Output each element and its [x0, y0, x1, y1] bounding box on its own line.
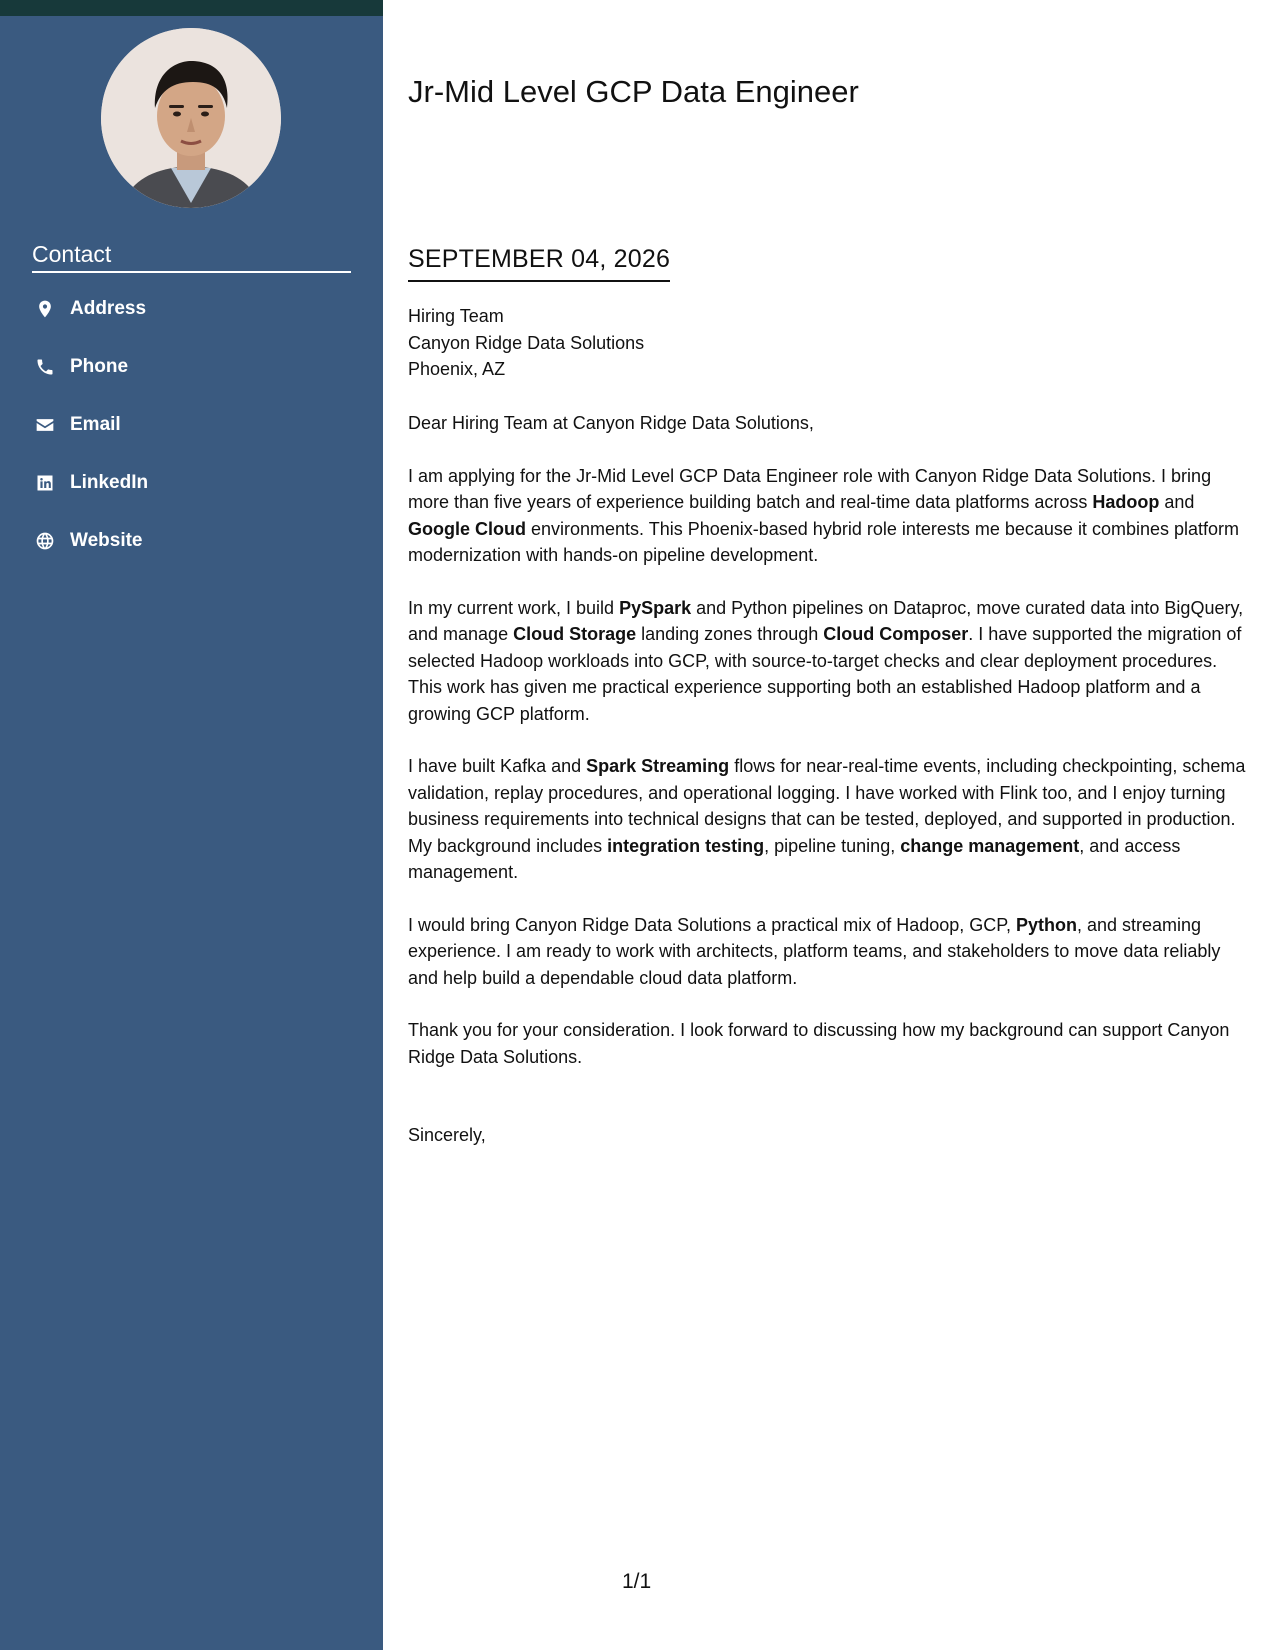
- phone-icon: [32, 354, 58, 380]
- page-number: 1/1: [622, 1570, 652, 1593]
- body-paragraph: [408, 753, 1254, 886]
- text-run: , and streaming experience. I am ready to work with architects, platform teams, and stakeholders to move data reliably and help build a dependable cloud data platform.: [408, 914, 1221, 988]
- emphasis-keyword: integration testing: [607, 835, 765, 856]
- text-run: and Python pipelines on Dataproc, move curated data into BigQuery, and manage: [408, 597, 1244, 644]
- contact-label-address: Address: [70, 298, 147, 319]
- body-paragraph: [408, 595, 1254, 728]
- text-run: flows for near-real-time events, including checkpointing, schema validation, replay procedures, and operational logging. I have worked with Flink too, and I enjoy turning business requirements into technical designs that can be tested, deployed, and supported in production. My background includes: [408, 756, 1246, 856]
- emphasis-keyword: Google Cloud: [408, 518, 526, 539]
- envelope-icon: [32, 412, 58, 438]
- emphasis-keyword: Python: [1016, 914, 1077, 935]
- contact-list: [32, 280, 362, 570]
- contact-item-address[interactable]: [32, 280, 362, 338]
- text-run: Thank you for your consideration. I look forward to discussing how my background can support Canyon Ridge Data Solutions.: [408, 1020, 1230, 1067]
- contact-item-email[interactable]: [32, 396, 362, 454]
- sidebar-top-bar: [0, 0, 383, 16]
- contact-item-linkedin[interactable]: [32, 454, 362, 512]
- body-paragraph: [408, 912, 1254, 992]
- contact-label-email: Email: [70, 414, 121, 435]
- map-pin-icon: [32, 296, 58, 322]
- emphasis-keyword: Spark Streaming: [586, 756, 730, 776]
- text-run: landing zones through: [636, 624, 824, 644]
- emphasis-keyword: change management: [900, 835, 1080, 856]
- recipient-block: [408, 303, 1248, 383]
- letter-body: [408, 410, 1254, 1096]
- text-run: and: [1159, 492, 1195, 512]
- text-run: , and access management.: [408, 835, 1181, 882]
- contact-label-linkedin: LinkedIn: [70, 472, 149, 493]
- sidebar: [0, 0, 383, 1650]
- text-run: . I have supported the migration of selected Hadoop workloads into GCP, with source-to-target checks and clear deployment procedures. This work has given me practical experience supporting both an established Hadoop platform and a growing GCP platform.: [408, 624, 1242, 724]
- text-run: In my current work, I build: [408, 597, 620, 618]
- emphasis-keyword: Hadoop: [1092, 492, 1160, 512]
- text-run: , pipeline tuning,: [764, 835, 901, 856]
- linkedin-icon: [32, 470, 58, 496]
- text-run: I would bring Canyon Ridge Data Solutions a practical mix of Hadoop, GCP,: [408, 914, 1016, 935]
- letter-date: SEPTEMBER 04, 2026: [408, 244, 670, 282]
- contact-heading: Contact: [32, 240, 351, 273]
- body-paragraph: [408, 1017, 1254, 1070]
- emphasis-keyword: Cloud Composer: [823, 624, 969, 644]
- closing: Sincerely,: [408, 1125, 486, 1145]
- globe-icon: [32, 528, 58, 554]
- avatar: [101, 28, 281, 208]
- text-run: environments. This Phoenix-based hybrid role interests me because it combines platform modernization with hands-on pipeline development.: [408, 518, 1239, 565]
- avatar-portrait: [101, 28, 281, 208]
- contact-label-phone: Phone: [70, 356, 129, 377]
- contact-label-website: Website: [70, 530, 143, 551]
- recipient-line-team: Hiring Team: [408, 306, 504, 326]
- recipient-line-company: Canyon Ridge Data Solutions: [408, 332, 645, 353]
- salutation: Dear Hiring Team at Canyon Ridge Data Solutions,: [408, 413, 814, 433]
- body-paragraph: [408, 463, 1254, 569]
- text-run: I have built Kafka and: [408, 756, 587, 776]
- emphasis-keyword: Cloud Storage: [513, 624, 637, 644]
- recipient-line-location: Phoenix, AZ: [408, 359, 506, 379]
- text-run: I am applying for the Jr-Mid Level GCP Data Engineer role with Canyon Ridge Data Solutions. I bring more than five years of experience building batch and real-time data platforms across: [408, 465, 1212, 512]
- emphasis-keyword: PySpark: [619, 597, 692, 618]
- contact-item-website[interactable]: [32, 512, 362, 570]
- contact-item-phone[interactable]: [32, 338, 362, 396]
- job-title: Jr-Mid Level GCP Data Engineer: [408, 74, 859, 109]
